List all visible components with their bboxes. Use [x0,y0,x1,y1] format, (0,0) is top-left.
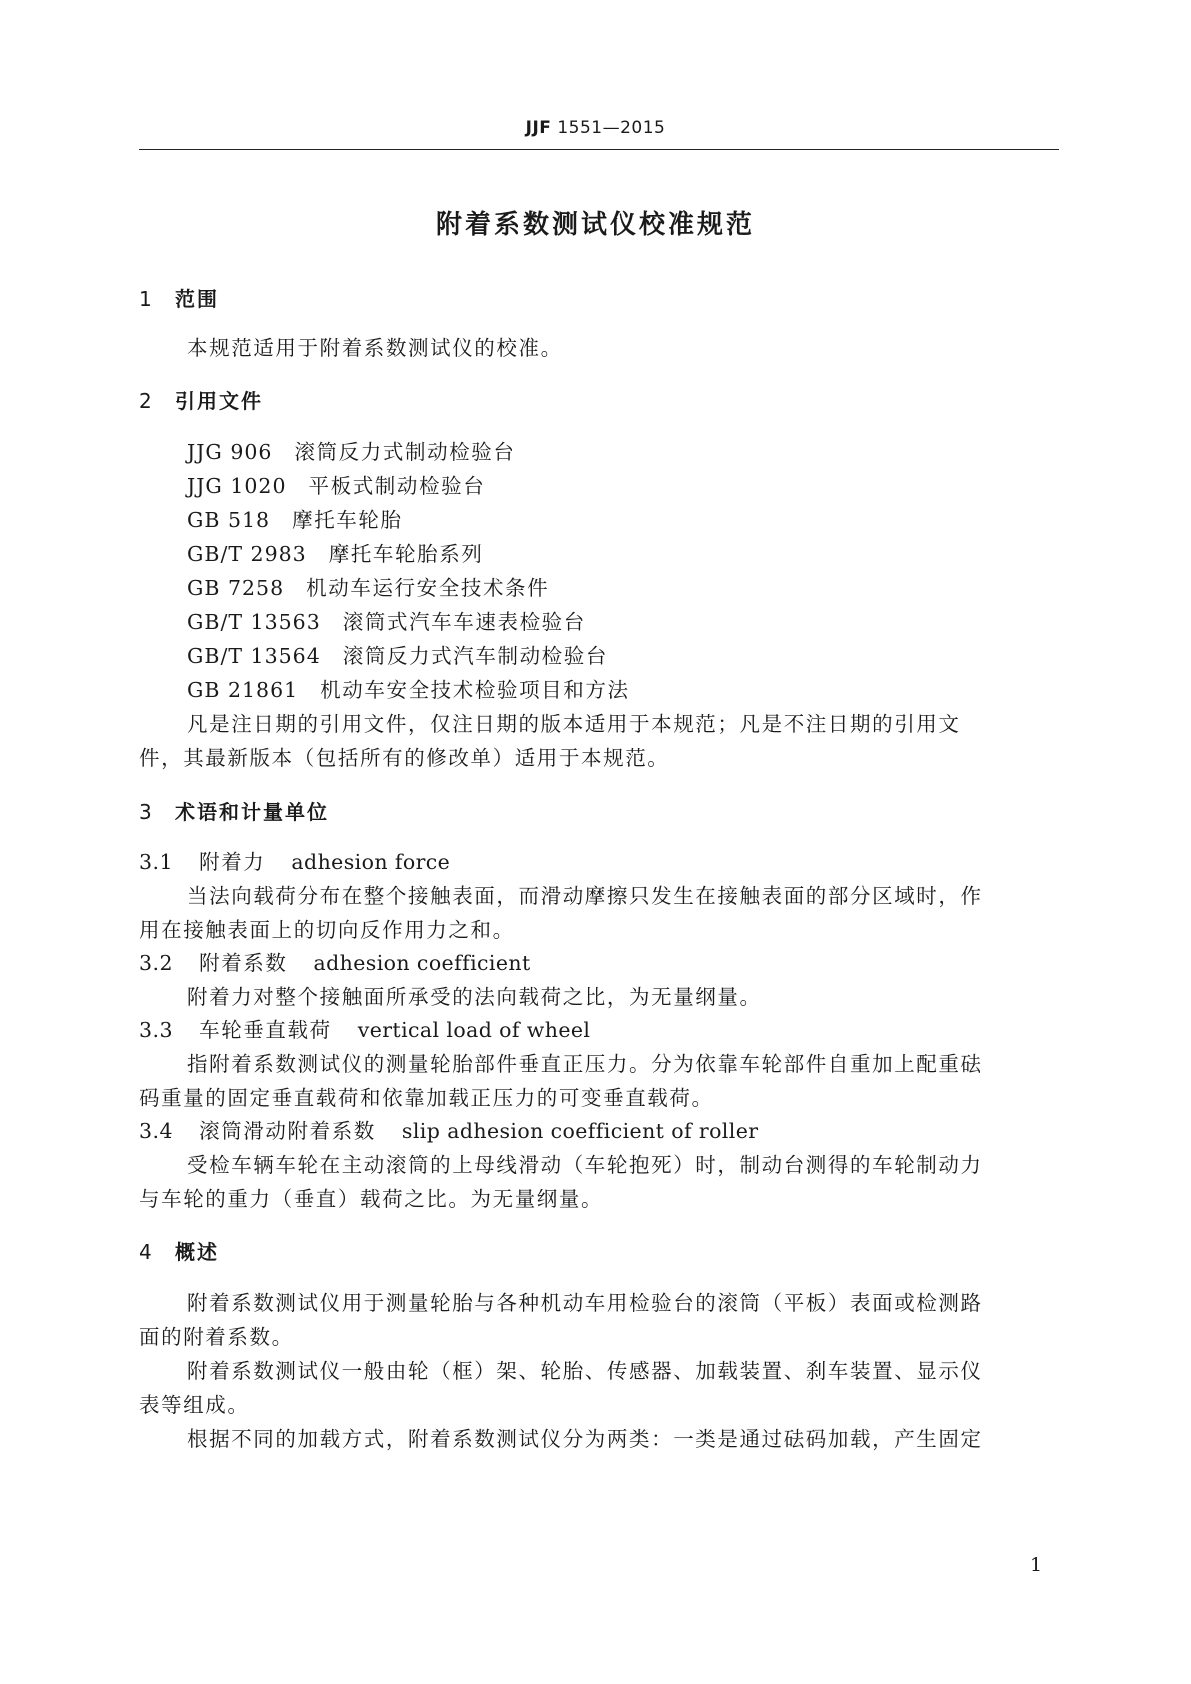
term-heading [139,845,450,875]
term-english: adhesion force [291,850,451,874]
section-title: 概述 [175,1240,219,1264]
reference-code: JJG 906 [187,440,273,464]
reference-code: GB/T 2983 [187,542,307,566]
overview-line: 根据不同的加载方式，附着系数测试仪分为两类：一类是通过砝码加载，产生固定 [187,1427,983,1451]
term-definition-line: 指附着系数测试仪的测量轮胎部件垂直正压力。分为依靠车轮部件自重加上配重砝 [187,1052,983,1076]
header-number: 1551—2015 [557,118,666,138]
section-number: 3 [139,800,154,824]
section-1-heading [139,283,219,312]
reference-code: JJG 1020 [187,474,287,498]
reference-name: 机动车运行安全技术条件 [306,576,550,600]
section-1-body: 本规范适用于附着系数测试仪的校准。 [187,336,563,360]
section-number: 1 [139,287,154,311]
term-chinese: 附着力 [199,850,266,874]
reference-note-line: 凡是注日期的引用文件，仅注日期的版本适用于本规范；凡是不注日期的引用文 [187,712,961,736]
overview-line: 附着系数测试仪用于测量轮胎与各种机动车用检验台的滚筒（平板）表面或检测路 [187,1291,983,1315]
term-definition-line: 当法向载荷分布在整个接触表面，而滑动摩擦只发生在接触表面的部分区域时，作 [187,884,983,908]
page-title: 附着系数测试仪校准规范 [435,210,755,240]
term-heading [139,1013,590,1043]
reference-name: 摩托车轮胎系列 [328,542,484,566]
reference-code: GB 21861 [187,678,299,702]
section-title: 引用文件 [175,389,263,413]
reference-name: 滚筒反力式汽车制动检验台 [342,644,608,668]
reference-name: 滚筒式汽车车速表检验台 [342,610,586,634]
reference-code: GB/T 13563 [187,610,321,634]
reference-name: 机动车安全技术检验项目和方法 [320,678,630,702]
header-rule [139,149,1059,150]
section-number: 2 [139,389,154,413]
reference-name: 滚筒反力式制动检验台 [294,440,516,464]
term-english: adhesion coefficient [313,951,531,975]
section-number: 4 [139,1240,154,1264]
term-number: 3.2 [139,951,174,975]
overview-line: 面的附着系数。 [139,1325,294,1349]
reference-name: 摩托车轮胎 [292,508,403,532]
section-4-heading [139,1236,219,1265]
term-heading [139,946,531,976]
reference-code: GB 7258 [187,576,285,600]
reference-item [187,571,549,601]
section-title: 术语和计量单位 [175,800,329,824]
reference-code: GB 518 [187,508,271,532]
term-chinese: 附着系数 [199,951,288,975]
overview-line: 附着系数测试仪一般由轮（框）架、轮胎、传感器、加载装置、刹车装置、显示仪 [187,1359,983,1383]
term-number: 3.4 [139,1119,174,1143]
term-heading [139,1114,758,1144]
section-2-heading [139,385,263,414]
header-code: JJF [525,118,552,138]
term-definition-line: 附着力对整个接触面所承受的法向载荷之比，为无量纲量。 [187,985,762,1009]
reference-item [187,639,608,669]
term-definition-line: 受检车辆车轮在主动滚筒的上母线滑动（车轮抱死）时，制动台测得的车轮制动力 [187,1153,983,1177]
term-definition-line: 与车轮的重力（垂直）载荷之比。为无量纲量。 [139,1187,604,1211]
term-number: 3.1 [139,850,174,874]
term-english: slip adhesion coefficient of roller [401,1119,759,1143]
reference-item [187,673,630,703]
term-english: vertical load of wheel [357,1018,591,1042]
reference-name: 平板式制动检验台 [308,474,486,498]
page-number: 1 [1030,1554,1043,1576]
overview-line: 表等组成。 [139,1393,250,1417]
reference-item [187,435,515,465]
term-chinese: 滚筒滑动附着系数 [199,1119,376,1143]
reference-note-line: 件，其最新版本（包括所有的修改单）适用于本规范。 [139,746,670,770]
term-definition-line: 码重量的固定垂直载荷和依靠加载正压力的可变垂直载荷。 [139,1086,714,1110]
term-definition-line: 用在接触表面上的切向反作用力之和。 [139,918,515,942]
term-number: 3.3 [139,1018,174,1042]
section-3-heading [139,796,329,825]
reference-item [187,537,483,567]
reference-item [187,503,403,533]
section-title: 范围 [175,287,219,311]
term-chinese: 车轮垂直载荷 [199,1018,332,1042]
running-header [0,118,1191,138]
reference-code: GB/T 13564 [187,644,321,668]
reference-item [187,469,485,499]
reference-item [187,605,586,635]
